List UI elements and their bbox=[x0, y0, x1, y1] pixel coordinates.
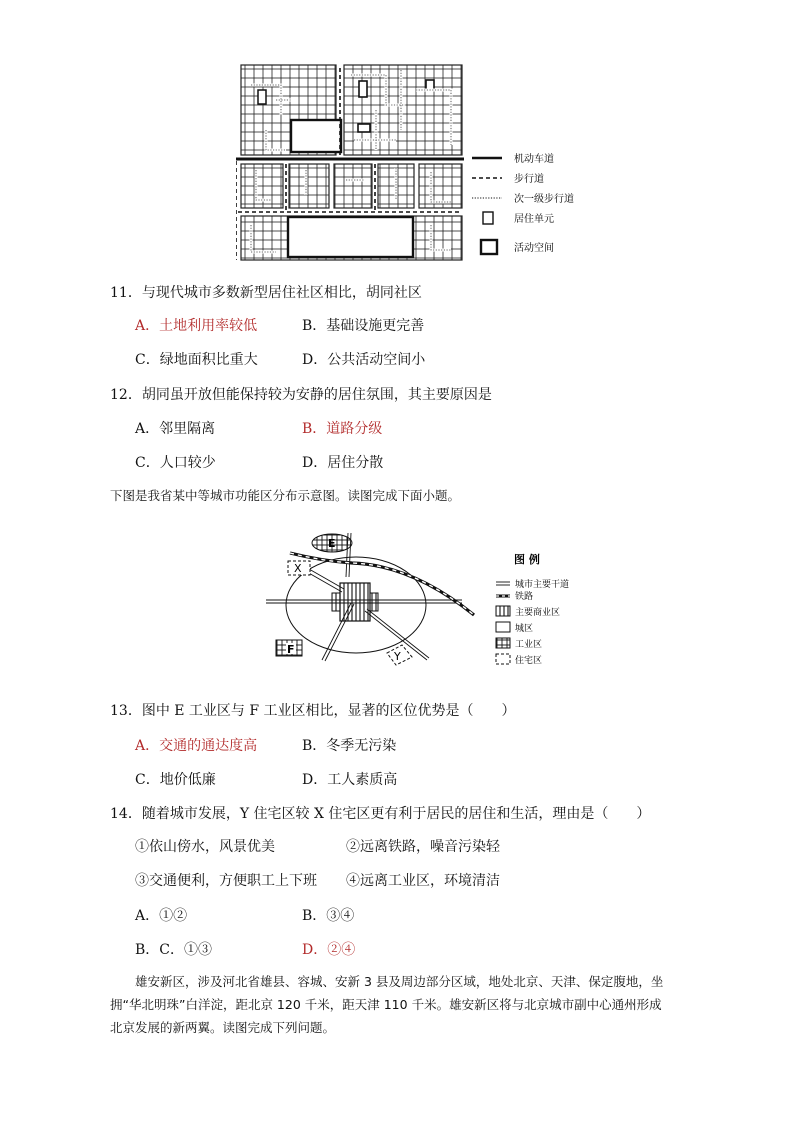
q14-option-a[interactable]: A．①② bbox=[135, 908, 188, 924]
q14-option-d[interactable]: D．②④ bbox=[302, 942, 356, 958]
q14-option-c[interactable]: B．C．①③ bbox=[135, 942, 212, 958]
label-x: X bbox=[294, 562, 302, 575]
legend-industrial: 工业区 bbox=[515, 640, 543, 650]
q11-option-d[interactable]: D．公共活动空间小 bbox=[302, 352, 426, 368]
label-f: F bbox=[287, 643, 295, 656]
xiongan-intro-line-3: 北京发展的新两翼。读图完成下列问题。 bbox=[110, 1020, 336, 1035]
xiongan-intro-line-1: 雄安新区，涉及河北省雄县、容城、安新 3 县及周边部分区域，地处北京、天津、保定腹地，坐 bbox=[110, 974, 664, 989]
q14-item-2: ②远离铁路，噪音污染轻 bbox=[346, 839, 500, 855]
legend-main-road: 城市主要干道 bbox=[515, 580, 570, 590]
map-legend bbox=[472, 152, 574, 254]
q14-option-b[interactable]: B．③④ bbox=[302, 908, 355, 924]
q14-item-4: ④远离工业区，环境清洁 bbox=[346, 873, 500, 889]
zone-legend bbox=[496, 552, 569, 666]
block-top-right bbox=[344, 65, 462, 155]
q14-item-1: ①依山傍水，风景优美 bbox=[135, 839, 275, 855]
legend-railway: 铁路 bbox=[515, 592, 534, 602]
residential-unit bbox=[358, 124, 370, 132]
residential-unit bbox=[359, 81, 367, 97]
legend-walk-label: 步行道 bbox=[514, 174, 544, 185]
question-14-stem: 14．随着城市发展，Y 住宅区较 X 住宅区更有利于居民的居住和生活，理由是（ ） bbox=[110, 806, 651, 822]
q14-item-3: ③交通便利，方便职工上下班 bbox=[135, 873, 317, 889]
legend-title: 图 例 bbox=[514, 553, 540, 566]
legend-commercial: 主要商业区 bbox=[515, 608, 561, 618]
block-middle-row bbox=[241, 164, 462, 208]
legend-activity-symbol bbox=[481, 240, 497, 254]
residential-unit bbox=[258, 90, 266, 104]
q13-option-a[interactable]: A．交通的通达度高 bbox=[135, 738, 258, 754]
block-top-left bbox=[241, 65, 341, 155]
q11-option-a[interactable]: A．土地利用率较低 bbox=[135, 318, 258, 334]
activity-space bbox=[291, 120, 341, 152]
q12-option-b[interactable]: B．道路分级 bbox=[302, 421, 383, 437]
question-13-stem: 13．图中 E 工业区与 F 工业区相比，显著的区位优势是（ ） bbox=[110, 703, 516, 719]
q11-option-b[interactable]: B．基础设施更完善 bbox=[302, 318, 425, 334]
legend-unit-label: 居住单元 bbox=[514, 214, 554, 225]
q13-option-c[interactable]: C．地价低廉 bbox=[135, 772, 216, 788]
label-y: Y bbox=[394, 650, 401, 663]
q12-option-a[interactable]: A．邻里隔离 bbox=[135, 421, 216, 437]
legend-subwalk-label: 次一级步行道 bbox=[514, 194, 574, 205]
legend-activity-label: 活动空间 bbox=[514, 243, 554, 254]
commercial-zone bbox=[340, 583, 370, 621]
label-e: E bbox=[328, 537, 336, 550]
legend-residential: 住宅区 bbox=[515, 656, 543, 666]
hutong-map-figure bbox=[236, 60, 586, 265]
xiongan-intro-line-2: 拥“华北明珠”白洋淀，距北京 120 千米，距天津 110 千米。雄安新区将与北京城市副中心通州形成 bbox=[110, 997, 662, 1012]
activity-space bbox=[288, 217, 413, 257]
q12-option-c[interactable]: C．人口较少 bbox=[135, 455, 216, 471]
q11-option-c[interactable]: C．绿地面积比重大 bbox=[135, 352, 258, 368]
city-zone-figure bbox=[262, 525, 592, 675]
q13-option-b[interactable]: B．冬季无污染 bbox=[302, 738, 397, 754]
q12-option-d[interactable]: D．居住分散 bbox=[302, 455, 384, 471]
legend-city-area: 城区 bbox=[515, 624, 534, 634]
question-11-stem: 11．与现代城市多数新型居住社区相比，胡同社区 bbox=[110, 285, 422, 301]
legend-unit-symbol bbox=[483, 212, 493, 224]
q13-option-d[interactable]: D．工人素质高 bbox=[302, 772, 398, 788]
legend-road-label: 机动车道 bbox=[514, 154, 554, 165]
question-12-stem: 12．胡同虽开放但能保持较为安静的居住氛围，其主要原因是 bbox=[110, 387, 492, 403]
block-bottom-row bbox=[241, 216, 462, 260]
intro-city-function-map: 下图是我省某中等城市功能区分布示意图。读图完成下面小题。 bbox=[110, 488, 461, 503]
